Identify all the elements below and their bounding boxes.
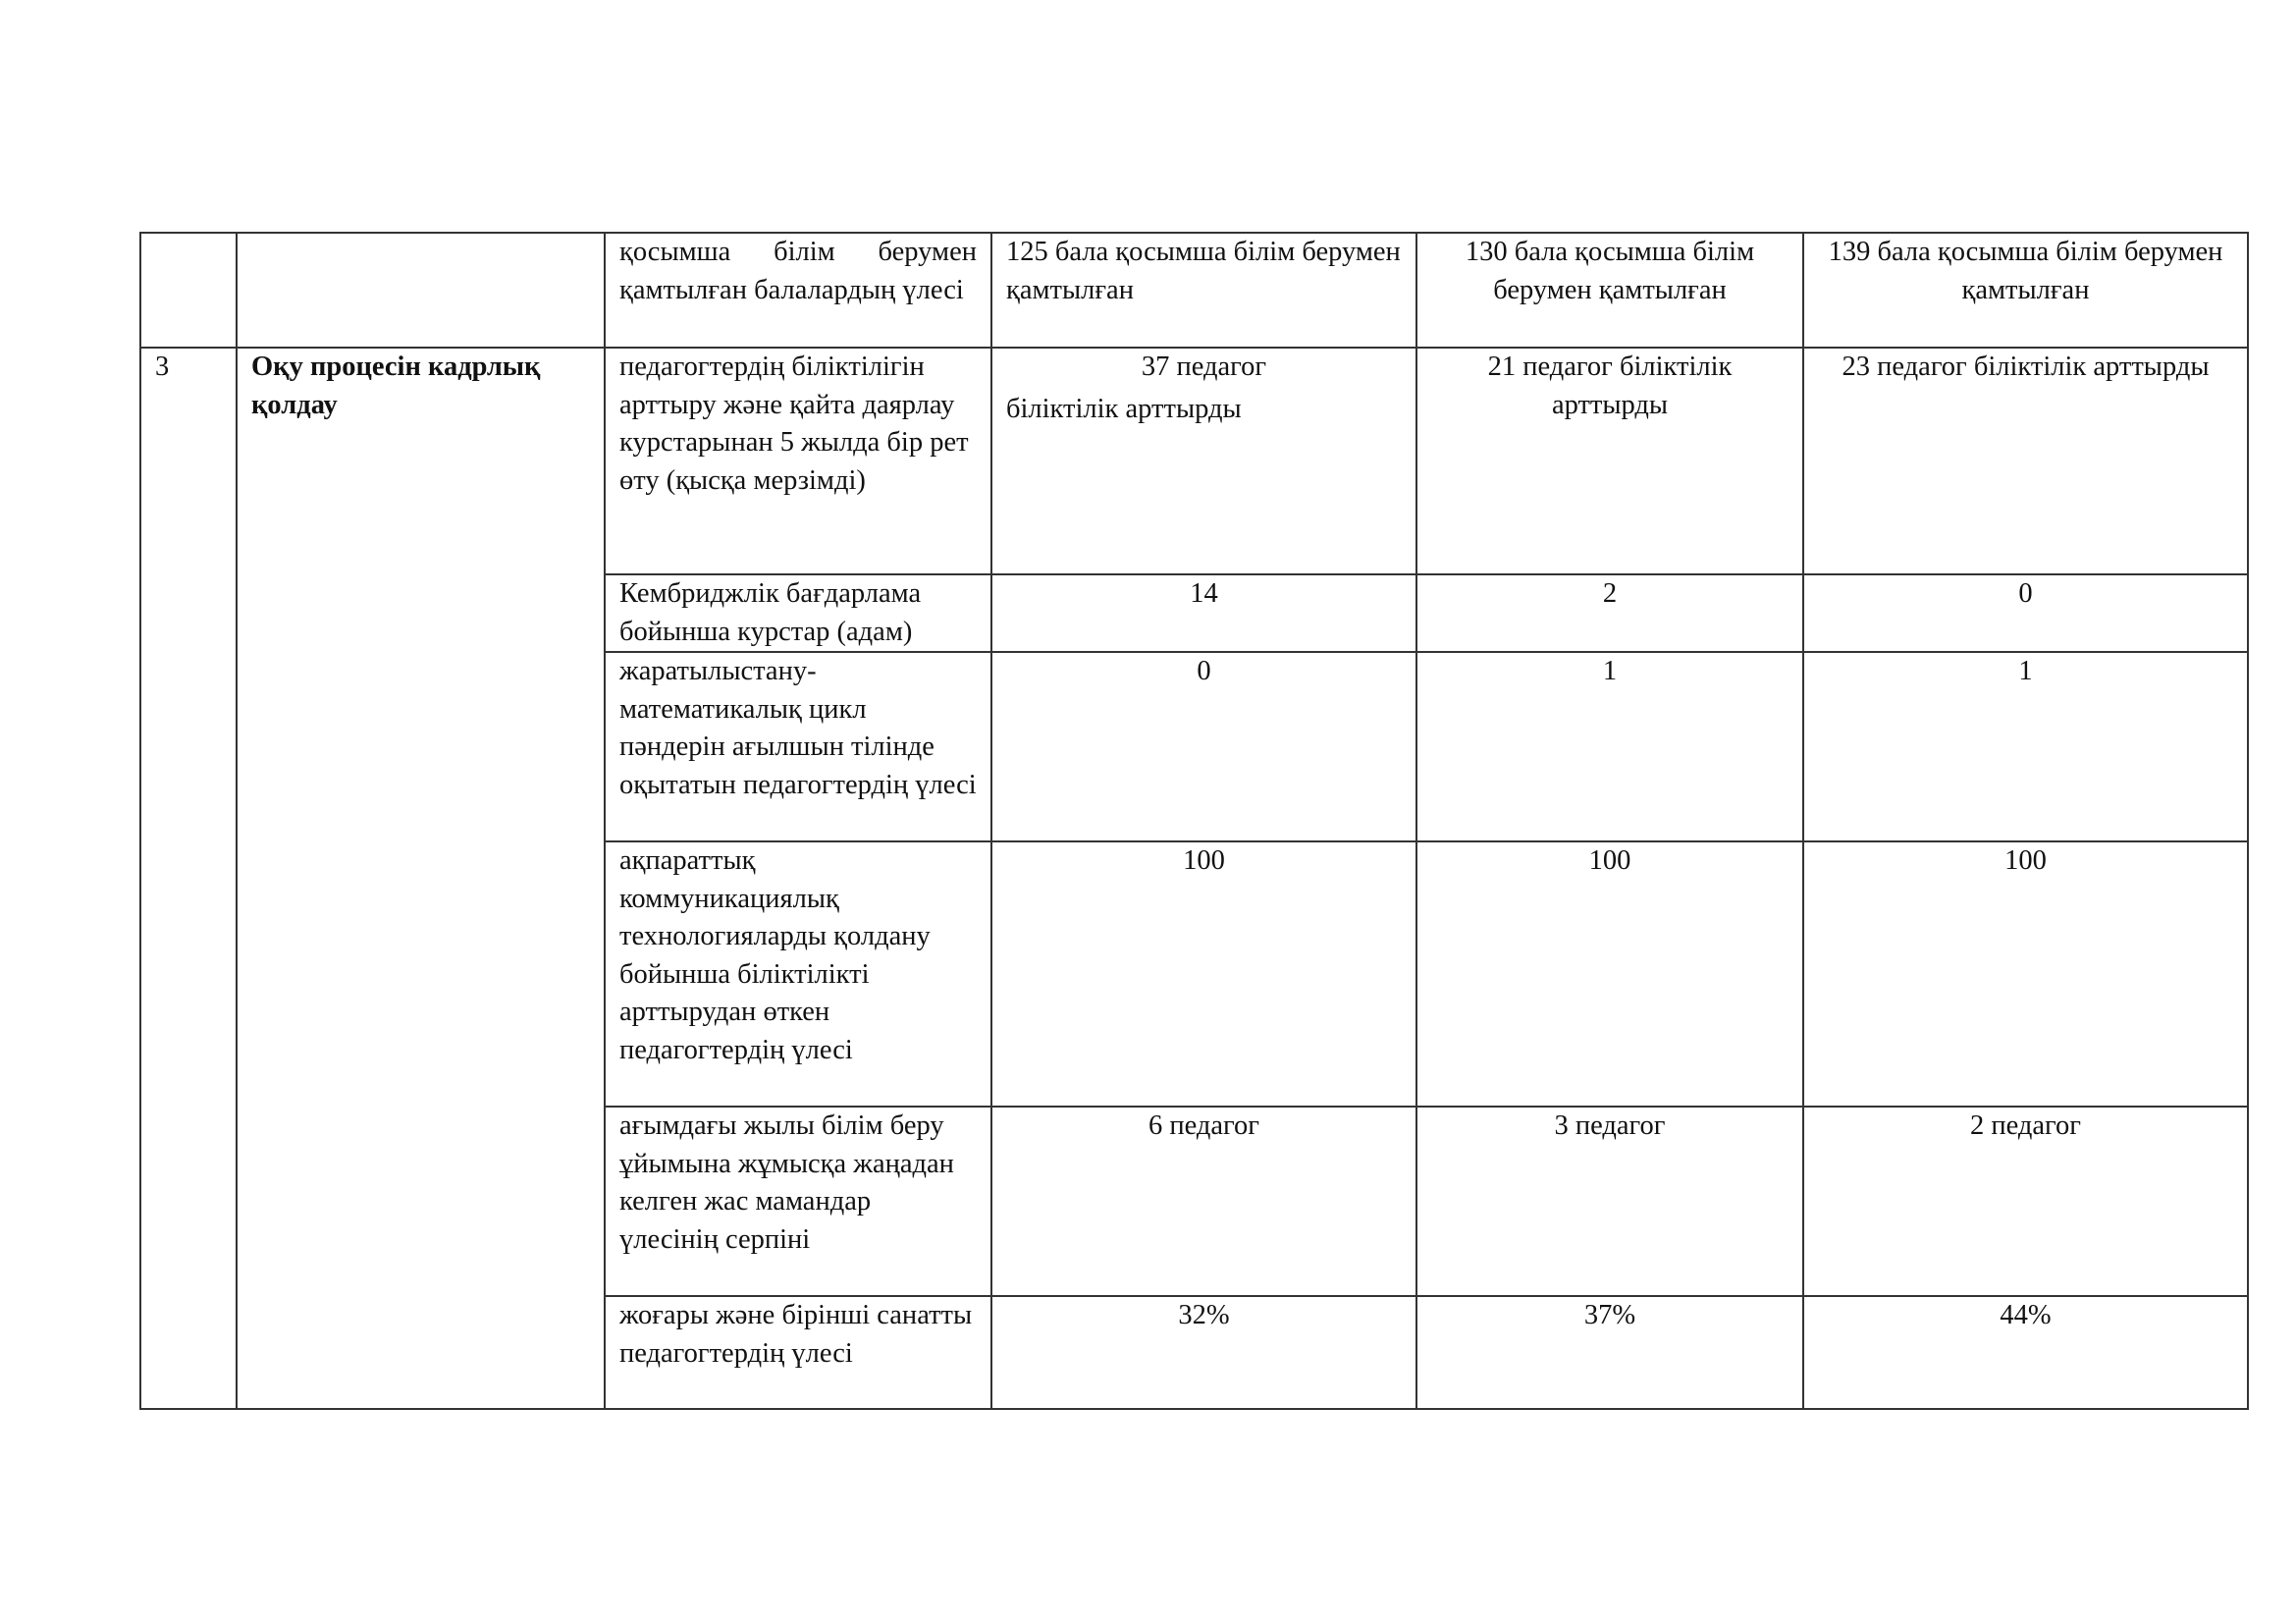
value-cell-year3: 0 (1803, 574, 2248, 652)
indicator-cell: ақпараттық коммуникациялық технологияларды қолдану бойынша біліктілікті арттырудан өткен педагогтердің үлесі (605, 841, 991, 1107)
value-cell-year1: 14 (991, 574, 1416, 652)
value-cell-year3: 44% (1803, 1296, 2248, 1409)
indicator-cell: педагогтердің біліктілігін арттыру және қайта даярлау курстарынан 5 жылда бір рет өту (қысқа мерзімді) (605, 348, 991, 574)
value-cell-year2: 3 педагог (1416, 1107, 1803, 1296)
value-cell-year2: 21 педагог біліктілік арттырды (1416, 348, 1803, 574)
row-number-cell (140, 233, 237, 348)
value-cell-year2: 130 бала қосымша білім берумен қамтылған (1416, 233, 1803, 348)
indicator-cell: жаратылыстану-математикалық цикл пәндерін ағылшын тілінде оқытатын педагогтердің үлесі (605, 652, 991, 841)
value-cell-year3: 2 педагог (1803, 1107, 2248, 1296)
section-cell (237, 233, 605, 348)
value-cell-year2: 1 (1416, 652, 1803, 841)
table-row (140, 348, 2248, 574)
indicator-cell: қосымша білім берумен қамтылған балалардың үлесі (605, 233, 991, 348)
value-cell-year1: 100 (991, 841, 1416, 1107)
value-line-1: 37 педагог (1141, 352, 1267, 382)
value-cell-year3: 23 педагог біліктілік арттырды (1803, 348, 2248, 574)
value-cell-year3: 100 (1803, 841, 2248, 1107)
value-cell-year1 (991, 348, 1416, 574)
value-cell-year1: 0 (991, 652, 1416, 841)
value-cell-year2: 2 (1416, 574, 1803, 652)
indicator-cell: жоғары және бірінші санатты педагогтердің үлесі (605, 1296, 991, 1409)
table-row (140, 233, 2248, 348)
value-cell-year2: 37% (1416, 1296, 1803, 1409)
indicator-cell: Кембриджлік бағдарлама бойынша курстар (адам) (605, 574, 991, 652)
value-line-2: біліктілік арттырды (1006, 393, 1242, 424)
value-cell-year2: 100 (1416, 841, 1803, 1107)
value-cell-year1: 6 педагог (991, 1107, 1416, 1296)
indicator-cell: ағымдағы жылы білім беру ұйымына жұмысқа жаңадан келген жас мамандар үлесінің серпіні (605, 1107, 991, 1296)
value-cell-year1: 32% (991, 1296, 1416, 1409)
row-number-cell: 3 (140, 348, 237, 1409)
value-cell-year1: 125 бала қосымша білім берумен қамтылған (991, 233, 1416, 348)
section-title-cell: Оқу процесін кадрлық қолдау (237, 348, 605, 1409)
indicators-table (139, 232, 2249, 1410)
value-cell-year3: 139 бала қосымша білім берумен қамтылған (1803, 233, 2248, 348)
value-cell-year3: 1 (1803, 652, 2248, 841)
